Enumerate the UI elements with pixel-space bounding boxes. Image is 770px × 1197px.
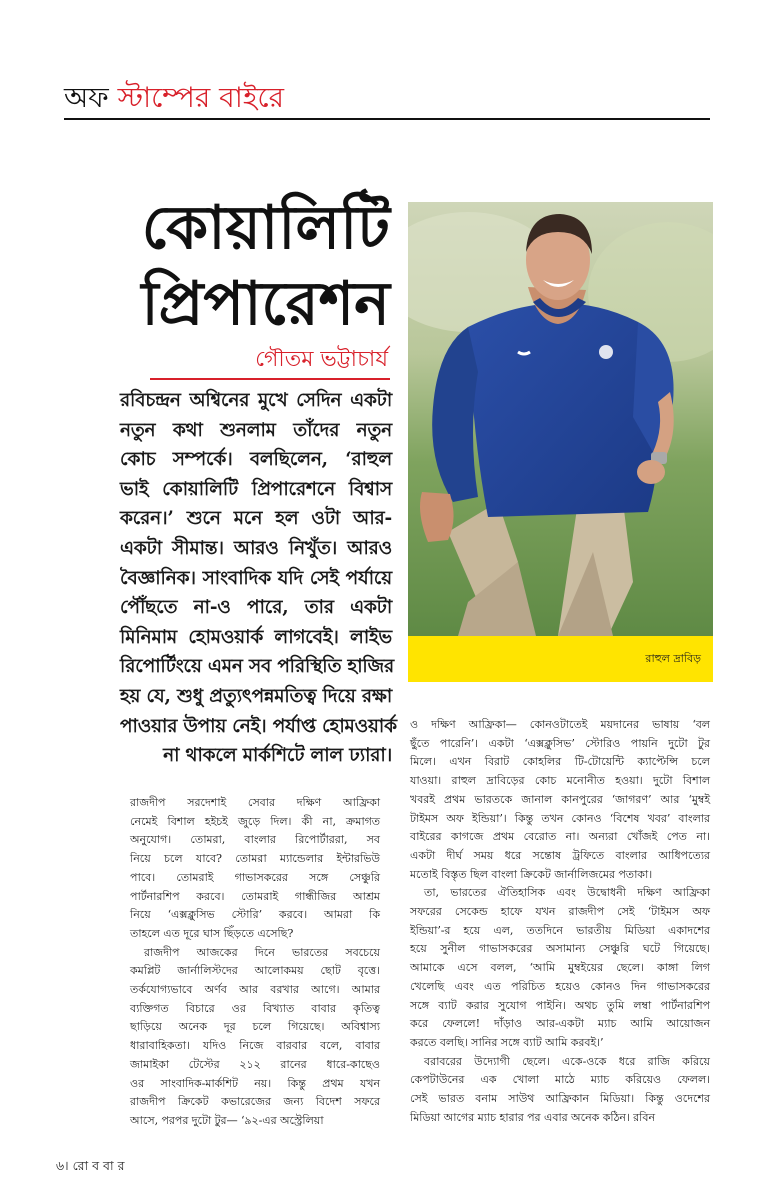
body-line: রাজদীপ সরদেশাই সেবার দক্ষিণ আফ্রিকা — [130, 796, 380, 809]
body-line: পাবে। তোমরাই গাভাসকরের সঙ্গে সেঞ্চুরি — [130, 870, 380, 884]
body-line: মতোই বিস্তৃত ছিল বাংলা ক্রিকেট জার্নালিজমের পতাকা। — [410, 867, 653, 881]
byline: গৌতম ভট্টাচার্য — [255, 347, 388, 372]
page-footer: ৬। রো ব বা র — [56, 1158, 125, 1173]
body-line: আসে, পরপর দুটো টুর— ‘৯২-এর অস্ট্রেলিয়া — [130, 1113, 324, 1127]
body-line: টাইমস অফ ইন্ডিয়া’। কিন্তু তখন কোনও ‘বিশেষ খবর’ বাংলার — [410, 811, 710, 825]
intro-line: বৈজ্ঞানিক। সাংবাদিক যদি সেই পর্যায়ে — [120, 567, 392, 589]
headline — [100, 190, 390, 342]
intro-line: রবিচন্দ্রন অশ্বিনের মুখে সেদিন একটা — [120, 390, 392, 411]
body-line: কমপ্লিট জার্নালিস্টদের আলোকময় ছোট বৃত্তে। — [130, 964, 380, 978]
body-line: বরাবরের উদ্যোগী ছেলে। একে-ওকে ধরে রাজি করিয়ে — [424, 1054, 710, 1068]
intro-line: রিপোর্টিংয়ে এমন সব পরিস্থিতি হাজির — [120, 656, 395, 678]
body-line: ও দক্ষিণ আফ্রিকা— কোনওটাতেই ময়দানের ভাষায় ‘বল — [410, 718, 710, 731]
intro-line: পাওয়ার উপায় নেই। পর্যাপ্ত হোমওয়ার্ক — [120, 715, 397, 737]
body-line: ইন্ডিয়া’-র হয়ে এল, ততদিনে ভারতীয় মিডিয়া একাদশের — [410, 923, 710, 937]
headline-line: প্রিপারেশন — [141, 269, 390, 339]
body-column-left — [130, 794, 380, 1131]
body-line: নেমেই বিশাল হইচই জুড়ে দিল। কী না, ক্রমাগত — [130, 814, 380, 828]
section-kicker — [64, 82, 284, 114]
intro-paragraph — [120, 386, 397, 771]
body-line: খেলেছি এবং এত পরিচিত হয়েও কোনও দিন গাভাসকরের — [410, 979, 710, 993]
caption-bar — [408, 636, 713, 682]
body-line: আমাকে এসে বলল, ‘আমি মুম্বইয়ের ছেলে। কাঙ্গা লিগ — [410, 961, 710, 975]
body-line: মিডিয়া আগের ম্যাচ হারার পর এবার অনেক কঠিন। রবিন — [410, 1110, 655, 1124]
byline-rule — [150, 378, 390, 380]
intro-line: করেন।’ শুনে মনে হল ওটা আর- — [120, 508, 392, 530]
headline-line: কোয়ালিটি — [141, 193, 390, 263]
section-title: স্টাম্পের বাইরে — [117, 81, 285, 114]
photo-caption: রাহুল দ্রাবিড় — [645, 652, 701, 665]
body-line: জামাইকা টেস্টের ২১২ রানের ধারে-কাছেও — [130, 1057, 380, 1071]
body-line: করতে বলছি। সানির সঙ্গে ব্যাট আমি করবই।’ — [410, 1035, 604, 1049]
body-line: তর্কযোগ্যভাবে অর্ণব আর বরখার আগে। আমার — [130, 983, 380, 997]
body-line: কেপটাউনের এক খোলা মাঠে ম্যাচ করিয়েও ফেলল। — [410, 1073, 710, 1087]
body-line: পার্টনারশিপ করবে। তোমরাই গান্ধীজির আশ্রম — [130, 889, 380, 903]
header-rule — [64, 118, 710, 120]
body-line: সফরের সেকেন্ড হাফে যখন রাজদীপ সেই ‘টাইমস অফ — [410, 905, 710, 919]
body-line: ব্যক্তিগত বিচারে ওর বিখ্যাত বাবার কৃতিত্ব — [130, 1001, 380, 1015]
body-line: ছুঁতে পারেনি’। একটা ‘এক্সক্লুসিভ’ স্টোরিও পায়নি দুটো টুর — [410, 736, 710, 750]
body-line: করে ফেললে! দাঁড়াও আর-একটা ম্যাচ আমি আয়োজন — [410, 1017, 710, 1031]
section-prefix: অফ — [64, 81, 109, 114]
body-line: ছাড়িয়ে অনেক দূর চলে গিয়েছে। অবিশ্বাস্য — [130, 1020, 380, 1034]
body-line: নিয়ে চলে যাবে? তোমরা ম্যান্ডেলার ইন্টারভিউ — [130, 852, 380, 866]
intro-line: না থাকলে মার্কশিটে লাল ঢ্যারা। — [163, 745, 392, 767]
intro-line: একটা সীমান্ত। আরও নিখুঁত। আরও — [120, 537, 392, 559]
intro-line: পৌঁছতে না-ও পারে, তার একটা — [120, 597, 392, 619]
body-line: রাজদীপ ক্রিকেট কভারেজের জন্য বিদেশ সফরে — [130, 1095, 380, 1109]
body-line: ওর সাংবাদিক-মার্কশিট নয়। কিন্তু প্রথম যখন — [130, 1076, 380, 1090]
intro-line: নতুন কথা শুনলাম তাঁদের নতুন — [120, 419, 392, 441]
intro-line: মিনিমাম হোমওয়ার্ক লাগবেই। লাইভ — [120, 626, 392, 648]
body-line: ধারাবাহিকতা। যদিও নিজে বারবার বলে, বাবার — [130, 1039, 380, 1053]
body-line: মিলে। এখন বিরাট কোহলির টি-টোয়েন্টি ক্যাপ্টেন্সি চলে — [410, 755, 710, 769]
body-line: সঙ্গে ব্যাট করার সুযোগ পাইনি। অথচ তুমি লম্বা পার্টনারশিপ — [410, 998, 710, 1012]
body-line: তাহলে এত দূরে ঘাস ছিঁড়তে এসেছি? — [130, 926, 294, 940]
body-line: সেই ভারত বনাম সাউথ আফ্রিকান মিডিয়া। কিন্তু ওদেশের — [410, 1092, 710, 1106]
body-column-right — [410, 716, 710, 1127]
body-line: অনুযোগ। তোমরা, বাংলার রিপোর্টাররা, সব — [130, 833, 380, 847]
body-line: তা, ভারতের ঐতিহাসিক এবং উদ্বোধনী দক্ষিণ আফ্রিকা — [424, 886, 710, 900]
player-photo — [408, 202, 713, 636]
body-line: হয়ে সুনীল গাভাসকরের অসামান্য সেঞ্চুরি ঘটে গিয়েছে। — [410, 942, 710, 956]
body-line: খবরই প্রথম ভারতকে জানাল কানপুরের ‘জাগরণ’ আর ‘মুম্বই — [410, 792, 710, 806]
body-line: নিয়ে ‘এক্সক্লুসিভ স্টোরি’ করবে। আমরা কি — [130, 908, 380, 922]
body-line: বাইরের কাগজে প্রথম বেরোত না। অন্যরা খোঁজই পেত না। — [410, 830, 710, 844]
body-line: একটা দীর্ঘ সময় ধরে সন্তোষ ট্রফিতে বাংলার আধিপত্যের — [410, 848, 710, 862]
intro-line: কোচ সম্পর্কে। বলছিলেন, ‘রাহুল — [120, 449, 392, 471]
intro-line: ভাই কোয়ালিটি প্রিপারেশনে বিশ্বাস — [120, 478, 392, 500]
intro-line: হয় যে, শুধু প্রত্যুৎপন্নমতিত্ব দিয়ে রক্ষা — [120, 685, 392, 707]
body-line: যাওয়া। রাহুল দ্রাবিড়ের কোচ মনোনীত হওয়া। দুটো বিশাল — [410, 774, 710, 788]
body-line: রাজদীপ আজকের দিনে ভারতের সবচেয়ে — [144, 945, 380, 959]
